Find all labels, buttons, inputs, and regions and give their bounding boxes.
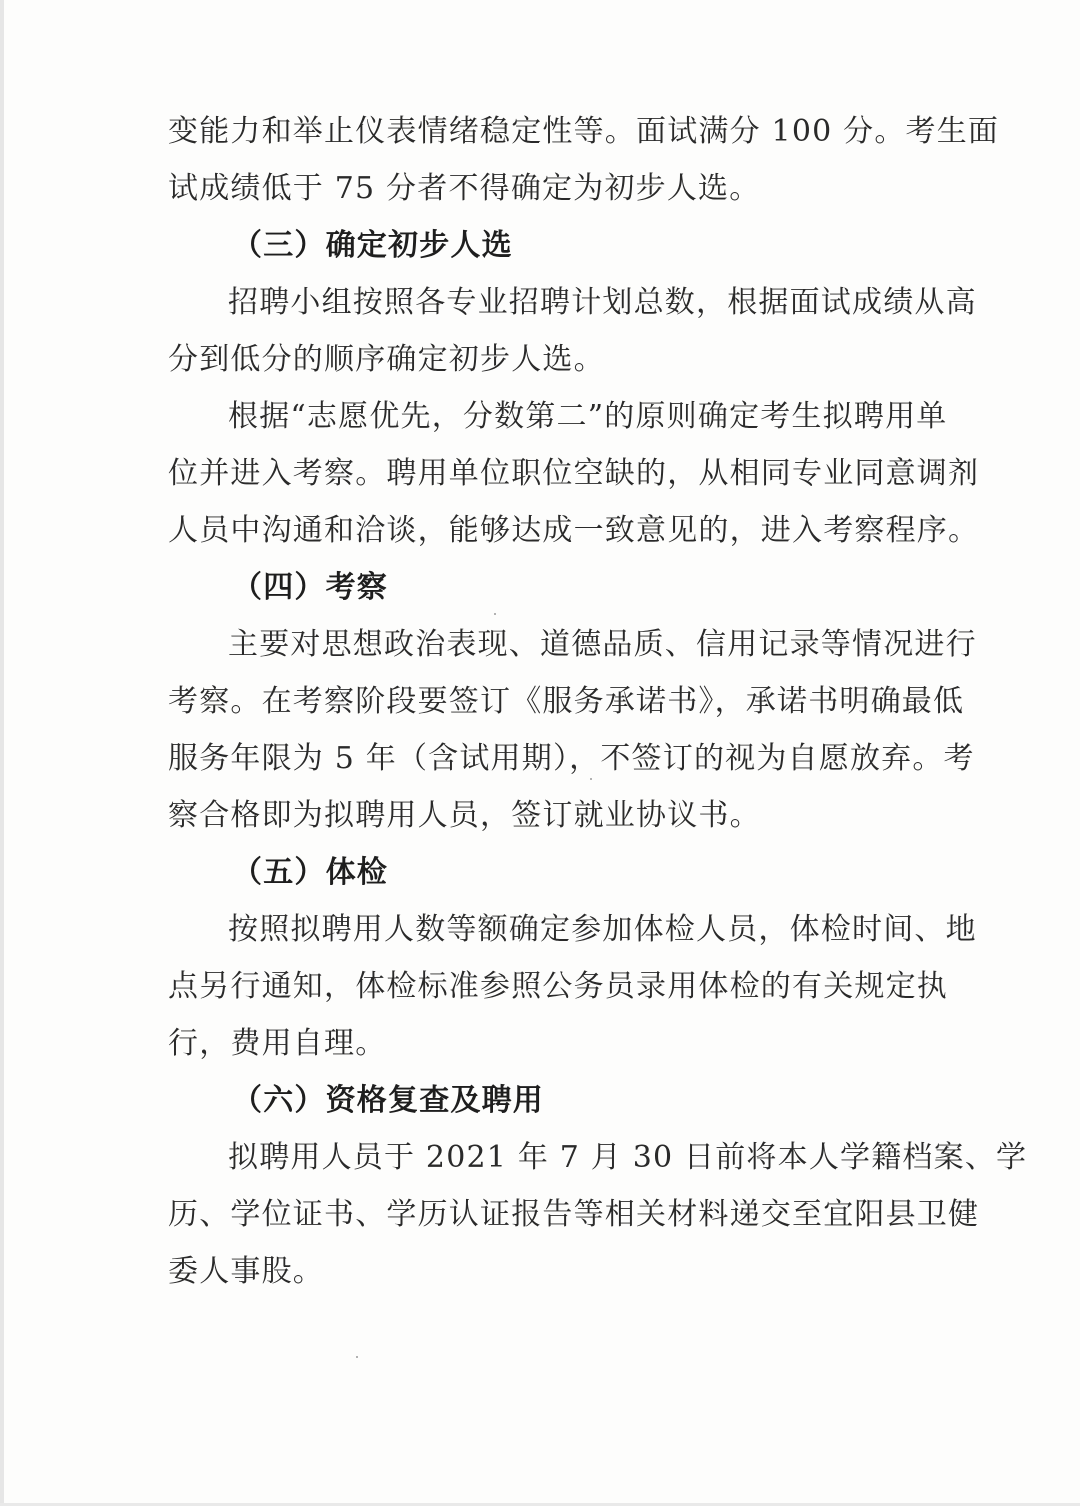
- body-line: 考察。在考察阶段要签订《服务承诺书》，承诺书明确最低: [168, 684, 965, 719]
- section-heading-6: （六）资格复查及聘用: [232, 1083, 544, 1118]
- paragraph-line: 根据“志愿优先，分数第二”的原则确定考生拟聘用单: [228, 399, 948, 434]
- section-heading-3: （三）确定初步人选: [232, 228, 513, 263]
- body-line: 变能力和举止仪表情绪稳定性等。面试满分 100 分。考生面: [168, 114, 1000, 149]
- body-line: 委人事股。: [168, 1254, 324, 1289]
- body-line: 历、学位证书、学历认证报告等相关材料递交至宜阳县卫健: [168, 1197, 980, 1232]
- paragraph-line: 招聘小组按照各专业招聘计划总数，根据面试成绩从高: [228, 285, 977, 320]
- section-heading-5: （五）体检: [232, 855, 388, 890]
- body-line: 试成绩低于 75 分者不得确定为初步人选。: [168, 171, 761, 206]
- body-line: 行，费用自理。: [168, 1026, 387, 1061]
- body-line: 人员中沟通和洽谈，能够达成一致意见的，进入考察程序。: [168, 513, 980, 548]
- paragraph-line: 主要对思想政治表现、道德品质、信用记录等情况进行: [228, 627, 977, 662]
- body-line: 察合格即为拟聘用人员，签订就业协议书。: [168, 798, 761, 833]
- body-line: 服务年限为 5 年（含试用期），不签订的视为自愿放弃。考: [168, 741, 975, 776]
- scan-left-edge: [0, 0, 4, 1506]
- section-heading-4: （四）考察: [232, 570, 388, 605]
- scan-speck: [590, 778, 592, 780]
- scan-speck: [494, 613, 496, 615]
- body-line: 分到低分的顺序确定初步人选。: [168, 342, 605, 377]
- body-line: 位并进入考察。聘用单位职位空缺的，从相同专业同意调剂: [168, 456, 980, 491]
- body-line: 点另行通知，体检标准参照公务员录用体检的有关规定执: [168, 969, 948, 1004]
- paragraph-line: 按照拟聘用人数等额确定参加体检人员，体检时间、地: [228, 912, 977, 947]
- paragraph-line: 拟聘用人员于 2021 年 7 月 30 日前将本人学籍档案、学: [228, 1140, 1028, 1175]
- scan-speck: [356, 1356, 358, 1358]
